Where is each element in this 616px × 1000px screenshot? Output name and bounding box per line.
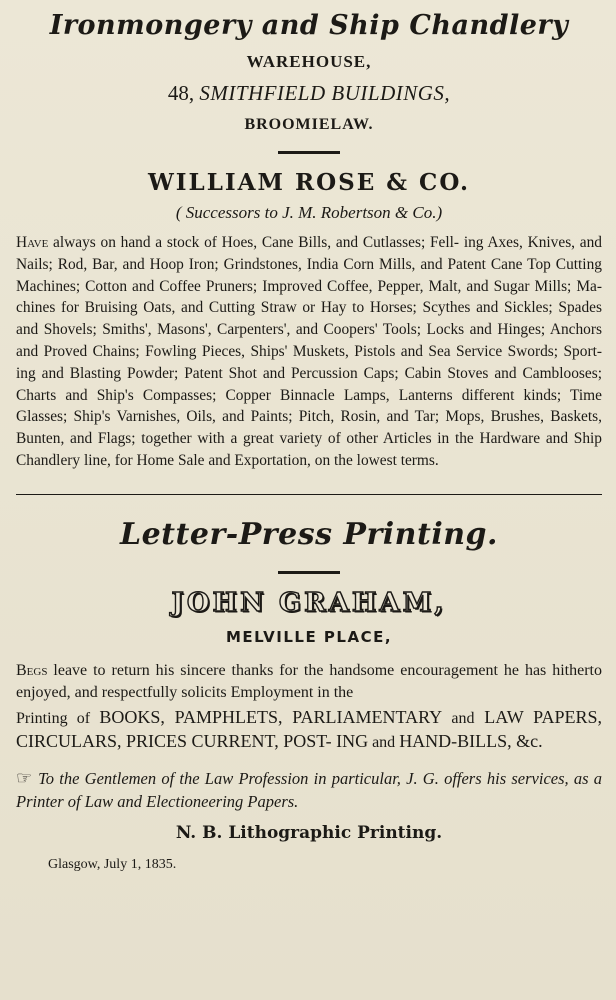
stock-paragraph [16, 232, 602, 472]
thanks-paragraph [16, 660, 602, 704]
publication-date: Glasgow, July 1, 1835. [48, 856, 177, 872]
address-number: 48, [167, 81, 195, 105]
notice-line: his services, as a Printer of Law and Electioneering Papers. [16, 768, 603, 811]
section-divider [16, 494, 602, 495]
stock-line: Hardware and Ship Chandlery line, for Home Sale and Exportation, on [16, 430, 602, 469]
stock-line: India Corn Mills, and Patent Cane Top Cutting Machines; Cotton and [16, 255, 602, 295]
services-caps: HAND-BILLS, &c. [399, 731, 543, 752]
address-line [16, 79, 602, 107]
drop-word: Begs [16, 661, 48, 679]
stock-line: Fowling Pieces, Ships' Muskets, Pistols and Sea Service Swords; Sport- [145, 342, 602, 360]
printer-name: JOHN GRAHAM, [171, 587, 447, 618]
pointing-hand-icon: ☞ [16, 767, 33, 788]
services-text: and [368, 734, 400, 752]
stock-line: Lamps, Lanterns different kinds; Time Glasses; Ship's Varnishes, [16, 386, 602, 426]
lithographic-note: N. B. Lithographic Printing. [175, 822, 443, 843]
stock-line: Coffee Pruners; Improved Coffee, Pepper, Malt, and Sugar Mills; Ma- [159, 277, 602, 295]
services-text: and [442, 709, 475, 727]
stock-line: and Sickles; Spades and Shovels; Smiths', Masons', Carpenters', and [16, 299, 602, 339]
printing-title: Letter-Press Printing. [120, 516, 498, 552]
short-divider [278, 571, 340, 574]
services-text: Printing of [16, 709, 100, 727]
stock-line: chines for Bruising Oats, and Cutting Straw or Hay to Horses; Scythes [16, 299, 471, 317]
stock-line: the lowest terms. [334, 451, 439, 469]
thanks-line: he has hitherto enjoyed, and respectfully solicits Employment in the [16, 661, 602, 701]
drop-word: Have [16, 234, 49, 251]
warehouse-line: WAREHOUSE, [246, 52, 372, 71]
successors-note: ( Successors to J. M. Robertson & Co.) [175, 203, 443, 222]
stock-line: always on hand a stock of Hoes, Cane Bills, and Cutlasses; Fell- [48, 234, 460, 251]
ironmongery-advertisement [16, 8, 602, 472]
printer-address: MELVILLE PLACE, [225, 627, 393, 646]
notice-line: To the Gentlemen of the Law Profession in particular, J. G. offers [38, 768, 482, 788]
locality-line: BROOMIELAW. [244, 116, 374, 133]
address-street: SMITHFIELD BUILDINGS, [199, 81, 451, 105]
short-divider [278, 151, 340, 154]
services-caps: ING [336, 731, 369, 752]
services-caps: LAW PAPERS, CIRCULARS, PRICES CURRENT, POST- [16, 706, 603, 752]
stock-line: Coopers' Tools; Locks and Hinges; Anchors and Proved Chains; [16, 321, 602, 360]
services-caps: BOOKS, PAMPHLETS, PARLIAMENTARY [99, 706, 443, 727]
stock-line: Stoves and Camblooses; Charts and Ship's Compasses; Copper Binnacle [16, 364, 603, 404]
stock-line: Oils, and Paints; Pitch, Rosin, and Tar; Mops, Brushes, Baskets, [186, 408, 602, 426]
law-notice [16, 767, 602, 813]
thanks-line: leave to return his sincere thanks for the handsome encouragement [47, 661, 498, 679]
printing-advertisement [16, 515, 602, 873]
stock-line: Bunten, and Flags; together with a great variety of other Articles in the [16, 430, 474, 448]
services-paragraph [16, 706, 602, 755]
advertisement-title: Ironmongery and Ship Chandlery [49, 10, 569, 41]
firm-name: WILLIAM ROSE & CO. [147, 169, 471, 196]
stock-line: ing Axes, Knives, and Nails; Rod, Bar, and Hoop Iron; Grindstones, [16, 234, 602, 273]
stock-line: ing and Blasting Powder; Patent Shot and Percussion Caps; Cabin [16, 364, 442, 382]
